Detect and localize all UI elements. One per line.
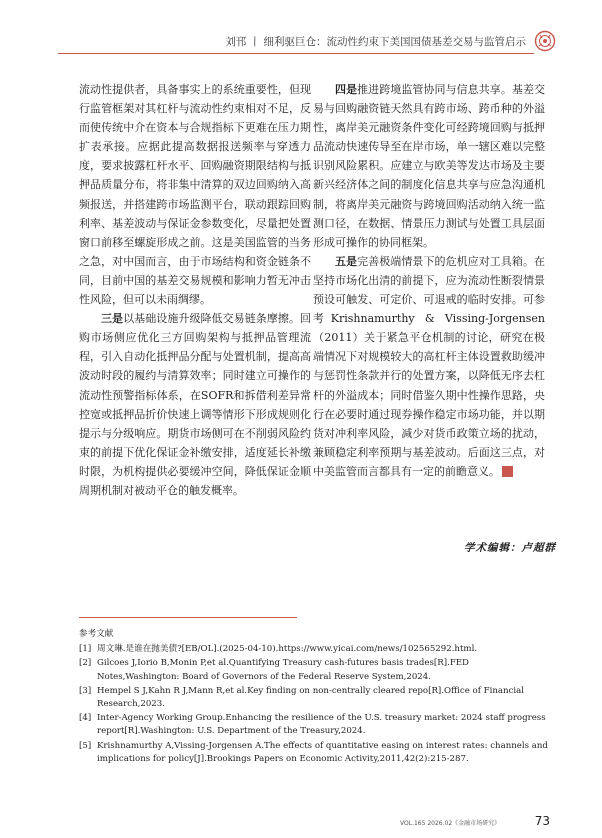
coin-seal-icon [534,30,556,52]
page-footer [400,814,550,830]
right-column [313,80,545,481]
references-rule [79,617,297,618]
references [79,628,549,767]
reference-item: [3] Hempel S J,Kahn R J,Mann R,et al.Key finding on non-centrally cleared repo[R].Office of Financial Research,2023. [79,685,524,710]
paragraph: 四是推进跨境监管协同与信息共享。基差交易与回购融资链天然具有跨市场、跨币种的外溢性，离岸美元融资条件变化可经跨境回购与抵押品流动快速传导至在岸市场，单一辖区难以完整识别风险累积。应建立与欧美等发达市场及主要新兴经济体之间的制度化信息共享与应急沟通机制，将离岸美元融资与跨境回购活动纳入统一监测口径，在数据、情景压力测试与处置工具层面形成可操作的协同框架。 [313,83,546,249]
reference-item: [4] Inter-Agency Working Group.Enhancing the resilience of the U.S. treasury market: 2024 staff progress report[R].Washington: U.S. Department of the Treasury,2024. [79,713,546,737]
end-mark: N [502,466,513,477]
academic-editor: 学术编辑：卢超群 [464,542,556,554]
reference-item: [5] Krishnamurthy A,Vissing-Jorgensen A.The effects of quantitative easing on interest rates: channels and implications for policy[J].Brookings Papers on Economic Activity,2011,42(2):215-287. [79,740,548,764]
left-column [79,80,311,500]
header-rule [58,53,534,54]
paragraph: 五是完善极端情景下的危机应对工具箱。在坚持市场化出清的前提下，应为流动性断裂情景预设可触发、可定价、可退戒的临时安排。可参考Krishnamurthy & Vissing-Jorgensen（2011）关于紧急平仓机制的讨论，研究在极端情况下对规模较大的高杠杆主体设置救助缓冲与惩罚性条款并行的处置方案，以降低无序去杠杆的外溢成本；同时借鉴久期中性操作思路，央行在必要时通过现券操作稳定市场功能，并以期货对冲利率风险，减少对货币政策立场的扰动，兼顾稳定利率预期与基差波动。后面这三点，对中美监管而言都具有一定的前瞻意义。 N [313,254,546,478]
page-number: 73 [534,814,550,828]
reference-item: [2] Gilcoes J,Iorio B,Monin P,et al.Quantifying Treasury cash-futures basis trades[R].FED Notes,Washington: Board of Governors of the Federal Reserve System,2024. [79,658,469,682]
reference-item: [1] 周文琳.是谁在抛美债?[EB/OL].(2025-04-10).https://www.yicai.com/news/102565292.html. [79,644,478,655]
paragraph-lead: 四是 [335,83,358,96]
page-header [0,0,602,60]
paragraph-lead: 五是 [335,254,358,268]
paragraph: 流动性提供者，具备事实上的系统重要性，但现行监管框架对其杠杆与流动性约束相对不足，反而使传统中介在资本与合规指标下更难在压力期扩表承接。应据此提高数据报送频率与穿透力度，要求披露杠杆水平、回购融资期限结构与抵押品质量分布，将非集中清算的双边回购纳入高频报送，并搭建跨市场监测平台，联动跟踪回购利率、基差波动与保证金参数变化，尽量把处置窗口前移至螺旋形成之前。这是美国监管的当务之急，对中国而言，由于市场结构和资金链条不同，目前中国的基差交易规模和影响力暂无冲击性风险，但可以未雨绸缪。 [79,83,311,307]
running-title: 刘邗 丨 细利驱巨仓：流动性约束下美国国债基差交易与监管启示 [225,36,526,48]
paragraph: 三是以基础设施升级降低交易链条摩擦。回购市场侧应优化三方回购架构与抵押品管理流程，引入自动化抵押品分配与处置机制，提高高波动时段的履约与清算效率；同时建立可操作的流动性预警指标体系，在SOFR和拆借利差异常控宽或抵押品折价快速上调等情形下形成规则化提示与分级响应。期货市场侧可在不削弱风险约束的前提下优化保证金补缴安排，适度延长补缴时限，为机构提供必要缓冲空间，降低保证金顺周期机制对被动平仓的触发概率。 [79,312,312,497]
journal-volume: VOL.165 2026.02《金融市场研究》 [400,820,501,827]
paragraph-lead: 三是 [101,312,124,326]
references-list [79,643,549,766]
references-title: 参考文献 [79,629,114,639]
